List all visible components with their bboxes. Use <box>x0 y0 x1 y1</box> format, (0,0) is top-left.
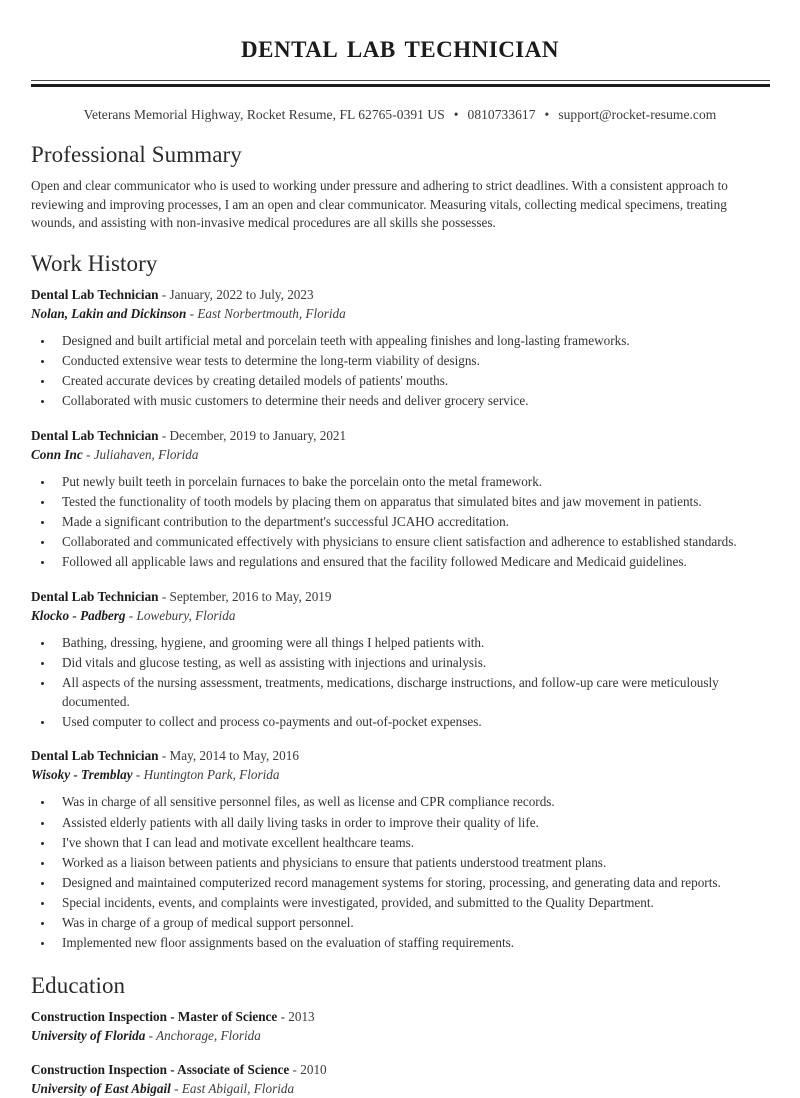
school-name: University of Florida <box>31 1027 146 1043</box>
contact-address: Veterans Memorial Highway, Rocket Resume, FL 62765-0391 US <box>83 106 445 122</box>
degree-separator: - <box>289 1062 301 1078</box>
work-history-entry <box>31 427 769 572</box>
job-bullet: I've shown that I can lead and motivate excellent healthcare teams. <box>41 834 769 853</box>
school-line <box>31 1027 769 1046</box>
job-bullet: Used computer to collect and process co-payments and out-of-pocket expenses. <box>41 713 769 732</box>
contact-email: support@rocket-resume.com <box>558 106 717 122</box>
job-bullet: All aspects of the nursing assessment, treatments, medications, discharge instructions, and follow-up care were meticulously documented. <box>41 674 769 711</box>
section-professional-summary <box>31 142 769 233</box>
job-bullet: Was in charge of a group of medical support personnel. <box>41 914 769 933</box>
job-separator: - <box>158 748 170 764</box>
job-bullet: Designed and maintained computerized record management systems for storing, processing, and generating data and reports. <box>41 874 769 893</box>
job-title: Dental Lab Technician <box>31 287 159 303</box>
degree-year: 2013 <box>288 1009 315 1025</box>
job-bullet: Implemented new floor assignments based on the evaluation of staffing requirements. <box>41 934 769 953</box>
section-heading-work-history: Work History <box>31 250 158 276</box>
school-separator: - <box>145 1027 157 1043</box>
company-line <box>31 305 769 324</box>
company-separator: - <box>132 766 144 782</box>
job-bullet: Worked as a liaison between patients and physicians to ensure that patients understood treatment plans. <box>41 854 769 873</box>
job-bullet-list <box>31 793 769 952</box>
job-separator: - <box>158 589 170 604</box>
job-title-line <box>31 286 769 305</box>
job-title: Dental Lab Technician <box>31 589 159 604</box>
job-dates: December, 2019 to January, 2021 <box>169 428 347 444</box>
job-separator: - <box>158 287 170 303</box>
degree-year: 2010 <box>300 1062 327 1078</box>
company-location: Juliahaven, Florida <box>93 446 199 462</box>
job-bullet: Collaborated and communicated effectively with physicians to ensure client satisfaction and adherence to established standards. <box>41 533 769 552</box>
page-title: dental lab technician <box>241 29 559 65</box>
company-name: Klocko - Padberg <box>31 607 126 623</box>
degree-name: Construction Inspection - Master of Science <box>31 1009 278 1025</box>
contact-separator-2: • <box>544 106 550 122</box>
job-bullet: Made a significant contribution to the department's successful JCAHO accreditation. <box>41 513 769 532</box>
company-location: East Norbertmouth, Florida <box>197 305 346 321</box>
degree-name: Construction Inspection - Associate of Science <box>31 1062 290 1078</box>
job-separator: - <box>158 428 170 444</box>
section-heading-summary: Professional Summary <box>31 141 242 167</box>
company-line <box>31 607 769 626</box>
job-title: Dental Lab Technician <box>31 428 159 444</box>
job-dates: September, 2016 to May, 2019 <box>169 589 332 604</box>
school-separator: - <box>170 1080 182 1096</box>
job-dates: January, 2022 to July, 2023 <box>169 287 314 303</box>
work-history-entry <box>31 286 769 411</box>
school-location: Anchorage, Florida <box>156 1027 261 1043</box>
job-bullet: Was in charge of all sensitive personnel files, as well as license and CPR compliance records. <box>41 793 769 812</box>
job-bullet-list <box>31 634 769 731</box>
job-bullet-list <box>31 473 769 572</box>
header-divider <box>31 80 770 87</box>
job-bullet-list <box>31 332 769 411</box>
job-title-line <box>31 747 769 766</box>
job-bullet: Collaborated with music customers to determine their needs and deliver grocery service. <box>41 392 769 411</box>
company-separator: - <box>186 305 198 321</box>
job-bullet: Did vitals and glucose testing, as well as assisting with injections and urinalysis. <box>41 654 769 673</box>
job-bullet: Created accurate devices by creating detailed models of patients' mouths. <box>41 372 769 391</box>
school-name: University of East Abigail <box>31 1080 171 1096</box>
company-line <box>31 446 769 465</box>
job-bullet: Bathing, dressing, hygiene, and grooming were all things I helped patients with. <box>41 634 769 653</box>
work-history-entry <box>31 747 769 952</box>
education-list <box>31 1008 769 1098</box>
job-bullet: Special incidents, events, and complaints were investigated, provided, and submitted to the Quality Department. <box>41 894 769 913</box>
summary-paragraph: Open and clear communicator who is used to working under pressure and adhering to strict deadlines. With a consistent approach to reviewing and improving processes, I am an open and clear communicator. Measuring vitals, collecting medical specimens, treating wounds, and assisting with non-invasive medical procedures are all skills she possesses. <box>31 177 728 231</box>
degree-separator: - <box>277 1009 289 1025</box>
education-entry <box>31 1008 769 1045</box>
job-bullet: Followed all applicable laws and regulations and ensured that the facility followed Medicare and Medicaid guidelines. <box>41 553 769 572</box>
work-history-list <box>31 286 769 953</box>
contact-phone: 0810733617 <box>467 106 536 122</box>
contact-info <box>31 106 769 124</box>
job-bullet: Tested the functionality of tooth models by placing them on apparatus that simulated bites and jaw movement in patients. <box>41 493 769 512</box>
job-bullet: Put newly built teeth in porcelain furnaces to bake the porcelain onto the metal framework. <box>41 473 769 492</box>
job-dates: May, 2014 to May, 2016 <box>169 748 299 764</box>
section-work-history <box>31 251 769 953</box>
job-bullet: Designed and built artificial metal and porcelain teeth with appealing finishes and long-lasting frameworks. <box>41 332 769 351</box>
education-entry <box>31 1061 769 1098</box>
divider-line-thick <box>31 84 770 87</box>
company-location: Huntington Park, Florida <box>143 766 280 782</box>
degree-line <box>31 1008 769 1027</box>
company-separator: - <box>125 607 137 623</box>
company-line <box>31 766 769 785</box>
company-name: Conn Inc <box>31 446 83 462</box>
school-location: East Abigail, Florida <box>181 1080 295 1096</box>
company-separator: - <box>82 446 94 462</box>
section-heading-education: Education <box>31 972 126 998</box>
company-name: Nolan, Lakin and Dickinson <box>31 305 187 321</box>
contact-separator-1: • <box>453 106 459 122</box>
job-bullet: Conducted extensive wear tests to determine the long-term viability of designs. <box>41 352 769 371</box>
company-location: Lowebury, Florida <box>136 607 236 623</box>
section-education <box>31 973 769 1098</box>
job-title-line <box>31 427 769 446</box>
job-title: Dental Lab Technician <box>31 748 159 764</box>
school-line <box>31 1080 769 1098</box>
company-name: Wisoky - Tremblay <box>31 766 133 782</box>
degree-line <box>31 1061 769 1080</box>
job-bullet: Assisted elderly patients with all daily living tasks in order to improve their quality of life. <box>41 814 769 833</box>
job-title-line <box>31 588 769 607</box>
work-history-entry <box>31 588 769 731</box>
